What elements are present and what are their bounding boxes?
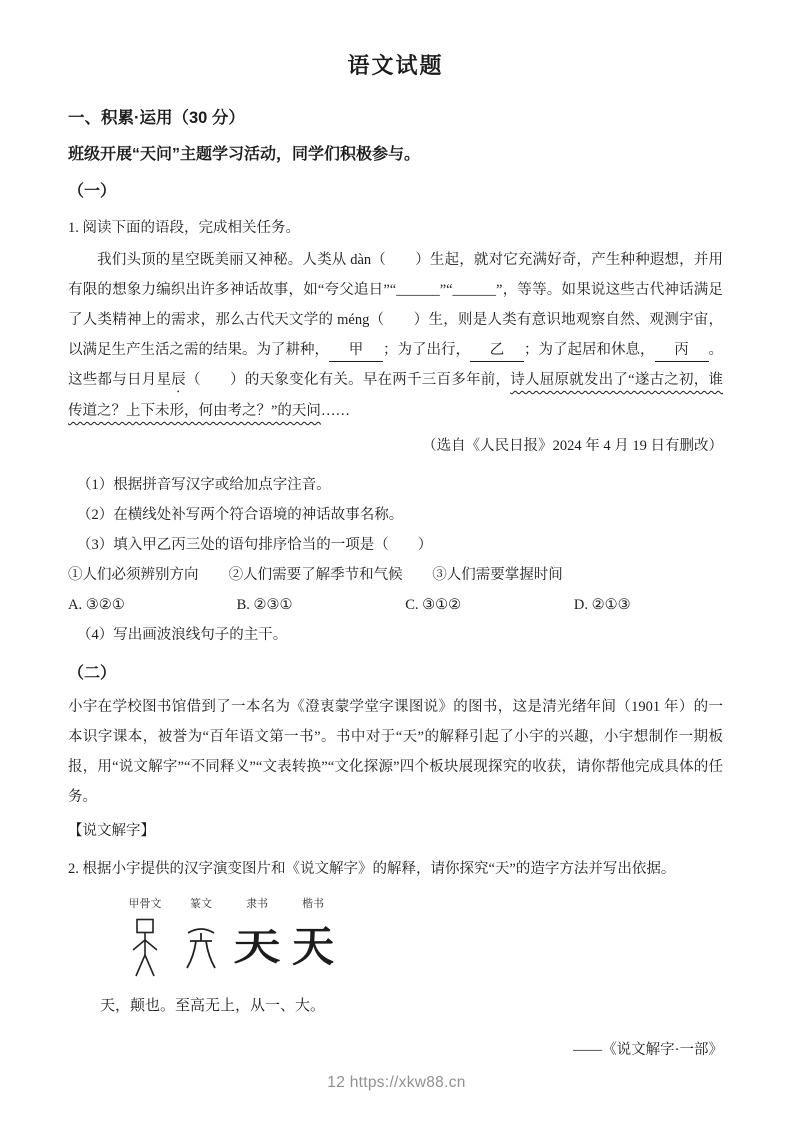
label-regular-script: 楷书 xyxy=(302,898,324,910)
page-footer-watermark: 12 https://xkw88.cn xyxy=(327,1074,466,1091)
question-2-stem: 2. 根据小宇提供的汉字演变图片和《说文解字》的解释，请你探究“天”的造字方法并写出依据。 xyxy=(68,861,676,877)
clerical-script-glyph xyxy=(233,917,281,979)
sequence-item-3: ③人们需要掌握时间 xyxy=(432,567,563,583)
oracle-bone-glyph-icon xyxy=(130,917,160,979)
script-evolution-figure xyxy=(68,897,723,979)
label-clerical-script: 隶书 xyxy=(246,898,268,910)
sequence-item-1: ①人们必须辨别方向 xyxy=(68,567,199,583)
sub-question-2: （2）在横线处补写两个符合语境的神话故事名称。 xyxy=(77,507,404,523)
choice-b: B. ②③① xyxy=(236,597,293,613)
sub-question-3: （3）填入甲乙丙三处的语句排序恰当的一项是（ ） xyxy=(77,537,433,553)
blank-yi: 乙 xyxy=(470,339,524,362)
block-title-shuowen: 【说文解字】 xyxy=(68,823,155,839)
clerical-script-char: 天 xyxy=(233,927,281,969)
part-two-passage: 小宇在学校图书馆借到了一本名为《澄衷蒙学堂字课图说》的图书，这是清光绪年间（1901 年）的一本识字课本，被誉为“百年语文第一书”。书中对于“天”的解释引起了小宇的兴趣，小宇想制作一期板报，用“说文解字”“不同释义”“文表转换”“文化探源”四个板块展现探究的收获，请你帮他完成具体的任务。 xyxy=(68,699,723,805)
choices-row xyxy=(68,590,723,620)
regular-script-glyph xyxy=(292,917,334,979)
label-seal-script: 篆文 xyxy=(190,898,212,910)
label-oracle-bone-script: 甲骨文 xyxy=(128,898,162,910)
passage-segment-5: （ ）的天象变化有关。早在两千三百多年前， xyxy=(185,372,511,388)
sub-question-4: （4）写出画波浪线句子的主干。 xyxy=(77,627,288,643)
blank-bing: 丙 xyxy=(655,339,709,362)
section-one-heading: 一、积累·运用（30 分） xyxy=(68,109,245,127)
shuowen-definition-text: 天，颠也。至高无上，从一、大。 xyxy=(100,998,326,1014)
passage-segment-4: 。这些都与日月星 xyxy=(68,342,723,388)
passage-segment-3: ；为了起居和休息， xyxy=(524,342,655,358)
choice-d: D. ②①③ xyxy=(573,597,631,613)
choice-c: C. ③①② xyxy=(405,597,462,613)
wavy-underlined-sentence: 诗人屈原就发出了“遂古之初，谁传道之？上下未形，何由考之？”的天问 xyxy=(68,372,724,419)
sequence-items-row xyxy=(68,560,723,590)
glyph-cell-jiaguwen xyxy=(117,897,173,979)
sub-question-1: （1）根据拼音写汉字或给加点字注音。 xyxy=(77,477,331,493)
seal-script-glyph-icon xyxy=(183,917,219,979)
sub-questions-block xyxy=(68,470,723,650)
passage-citation: （选自《人民日报》2024 年 4 月 19 日有删改） xyxy=(422,438,723,454)
glyph-row xyxy=(117,897,723,979)
definition-source-citation: ——《说文解字·一部》 xyxy=(573,1042,723,1058)
page-title: 语文试题 xyxy=(347,53,444,78)
blank-jia: 甲 xyxy=(329,339,383,362)
reading-passage xyxy=(68,245,723,426)
part-two-label: （二） xyxy=(68,665,117,682)
choice-a: A. ③②① xyxy=(68,597,125,613)
passage-segment-2: ；为了出行， xyxy=(383,342,470,358)
question-1-stem: 1. 阅读下面的语段，完成相关任务。 xyxy=(68,220,300,236)
regular-script-char: 天 xyxy=(291,925,334,971)
glyph-cell-lishu xyxy=(229,897,285,979)
glyph-cell-zhuanwen xyxy=(173,897,229,979)
activity-intro: 班级开展“天问”主题学习活动，同学们积极参与。 xyxy=(68,146,421,163)
glyph-cell-kaishu xyxy=(285,897,341,979)
passage-segment-6: …… xyxy=(320,403,350,419)
sequence-item-2: ②人们需要了解季节和气候 xyxy=(228,567,403,583)
passage-segment-1: 我们头顶的星空既美丽又神秘。人类从 dàn（ ）生起，就对它充满好奇，产生种种遐想，并用有限的想象力编织出许多神话故事，如“夸父追日”“______”“______”，等等。如果说这些古代神话满足了人类精神上的需求，那么古代天文学的 méng（ ）生，则是人类有意识地观察自然、观测宇宙，以满足生产生活之需的结果。为了耕种， xyxy=(68,252,723,358)
dotted-emphasis-char: 辰 xyxy=(171,372,186,388)
part-one-label: （一） xyxy=(68,183,117,200)
